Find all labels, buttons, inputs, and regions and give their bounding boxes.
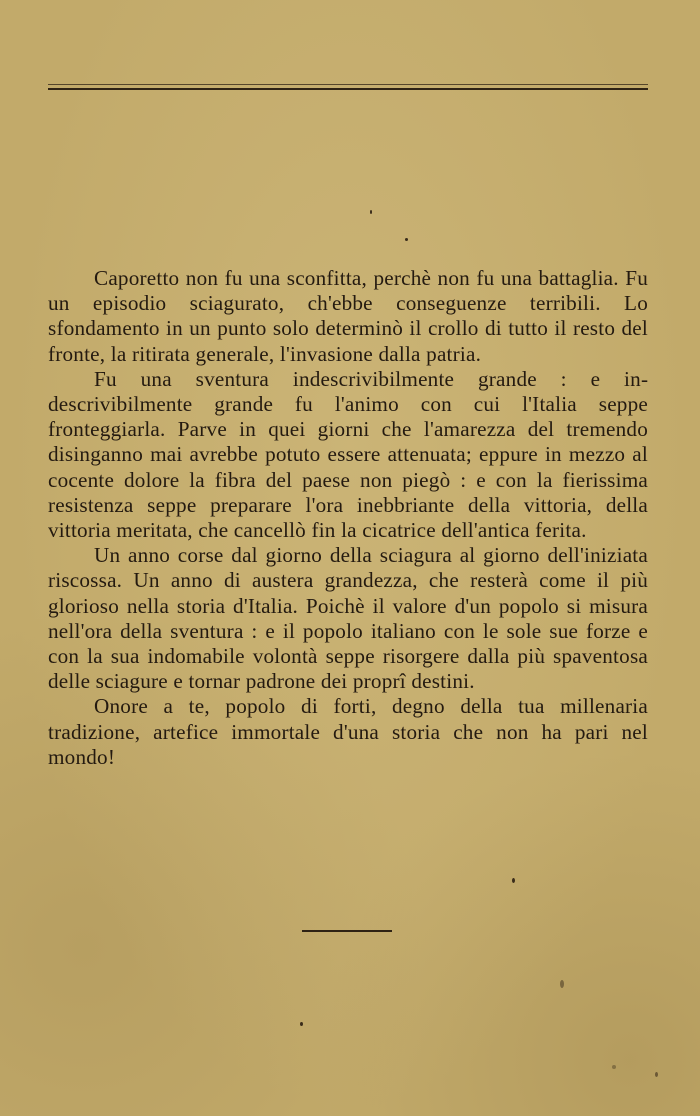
paragraph-2: Fu una sventura indescrivibilmente grande : e indescrivibilmente grande fu l'animo con cui l'Italia seppe fronteggiarla. Parve in quei giorni che l'amarezza del tremendo disinganno mai avrebbe potuto essere attenuata; eppure in mezzo al cocente dolore la fibra del paese non piegò : e con la fierissima resistenza seppe preparare l'ora inebbriante della vittoria, della vittoria meritata, che cancellò fin la cicatrice dell'antica ferita. [48,366,648,543]
closing-rule [302,930,392,932]
paragraph-4: Onore a te, popolo di forti, degno della tua millenaria tradizione, artefice immortale d'una storia che non ha pari nel mondo! [48,694,648,769]
paper-speck [300,1022,303,1026]
paper-speck [512,878,515,883]
top-double-rule [48,84,648,90]
paper-speck [370,210,372,214]
paper-speck [560,980,564,988]
paper-speck [405,238,408,241]
body-text [48,266,648,770]
paragraph-3: Un anno corse dal giorno della sciagura al giorno dell'iniziata riscossa. Un anno di austera grandezza, che resterà come il più glorioso nella storia d'Italia. Poichè il valore d'un popolo si misura nell'ora della sventura : e il popolo italiano con le sole sue forze e con la sua indomabile volontà seppe risorgere dalla più spaventosa delle sciagure e tornar padrone dei proprî destini. [48,543,648,694]
paper-speck [612,1065,616,1069]
paragraph-1: Caporetto non fu una sconfitta, perchè non fu una battaglia. Fu un episodio sciagurato, ch'ebbe conseguenze terribili. Lo sfondamento in un punto solo determinò il crollo di tutto il resto del fronte, la ritirata generale, l'invasione dalla patria. [48,266,648,366]
paper-speck [655,1072,658,1077]
